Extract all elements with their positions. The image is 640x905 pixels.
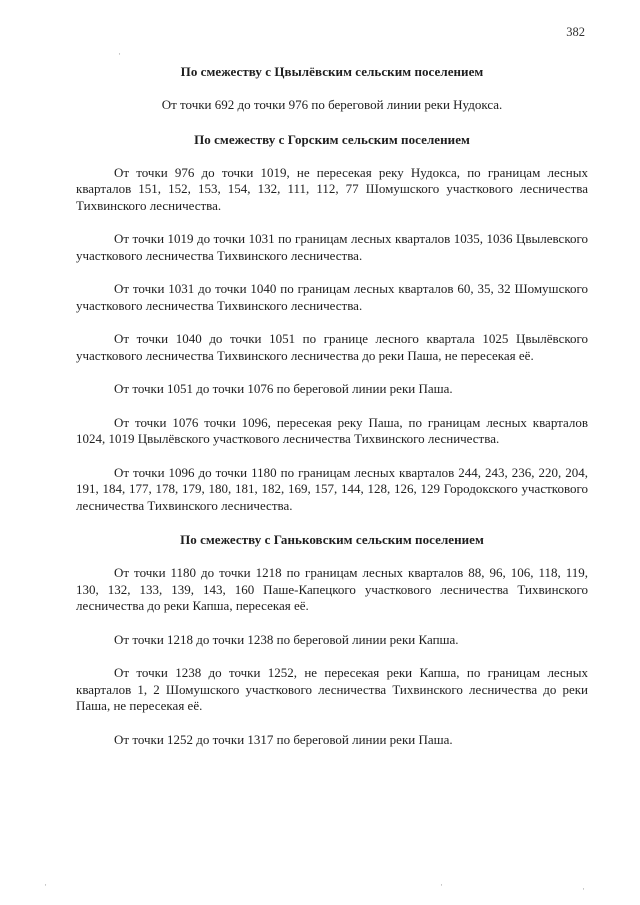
scan-speck: · [44,880,47,890]
document-body [76,64,588,748]
section-heading: По смежеству с Ганьковским сельским поселением [180,532,484,547]
paragraph: От точки 1040 до точки 1051 по границе лесного квартала 1025 Цвылёвского участкового лесничества Тихвинского лесничества до реки Паша, не пересекая её. [76,331,588,363]
paragraph: От точки 1180 до точки 1218 по границам лесных кварталов 88, 96, 106, 118, 119, 130, 132, 133, 139, 143, 160 Паше-Капецкого участкового лесничества Тихвинского лесничества до реки Капша, пересекая её. [76,565,588,613]
section-heading: По смежеству с Цвылёвским сельским поселением [180,64,484,79]
paragraph: От точки 1238 до точки 1252, не пересекая реки Капша, по границам лесных кварталов 1, 2 Шомушского участкового лесничества Тихвинского лесничества до реки Паша, не пересекая её. [76,665,588,713]
scan-speck: · [582,884,585,894]
paragraph: От точки 1252 до точки 1317 по береговой линии реки Паша. [114,731,453,747]
scan-speck: · [440,880,443,890]
scan-speck: · [118,49,121,59]
section-gankovskoe [76,532,588,748]
section-gorskoe [76,132,588,515]
section-tsvylevskoe [76,64,588,114]
section-heading: По смежеству с Горским сельским поселением [194,131,470,147]
paragraph: От точки 976 до точки 1019, не пересекая реку Нудокса, по границам лесных кварталов 151, 152, 153, 154, 132, 111, 112, 77 Шомушского участкового лесничества Тихвинского лесничества. [76,164,588,213]
paragraph: От точки 1051 до точки 1076 по береговой линии реки Паша. [114,381,453,396]
paragraph: От точки 1096 до точки 1180 по границам лесных кварталов 244, 243, 236, 220, 204, 191, 184, 177, 178, 179, 180, 181, 182, 169, 157, 144, 128, 126, 129 Городокского участкового лесничества Тихвинского лесничества. [76,464,588,513]
paragraph: От точки 1218 до точки 1238 по береговой линии реки Капша. [114,631,459,647]
page-number: 382 [566,25,585,39]
paragraph: От точки 692 до точки 976 по береговой линии реки Нудокса. [161,97,503,112]
paragraph: От точки 1019 до точки 1031 по границам лесных кварталов 1035, 1036 Цвылевского участкового лесничества Тихвинского лесничества. [76,231,588,263]
paragraph: От точки 1076 точки 1096, пересекая реку Паша, по границам лесных кварталов 1024, 1019 Цвылёвского участкового лесничества Тихвинского лесничества. [76,414,588,446]
paragraph: От точки 1031 до точки 1040 по границам лесных кварталов 60, 35, 32 Шомушского участкового лесничества Тихвинского лесничества. [76,281,588,313]
